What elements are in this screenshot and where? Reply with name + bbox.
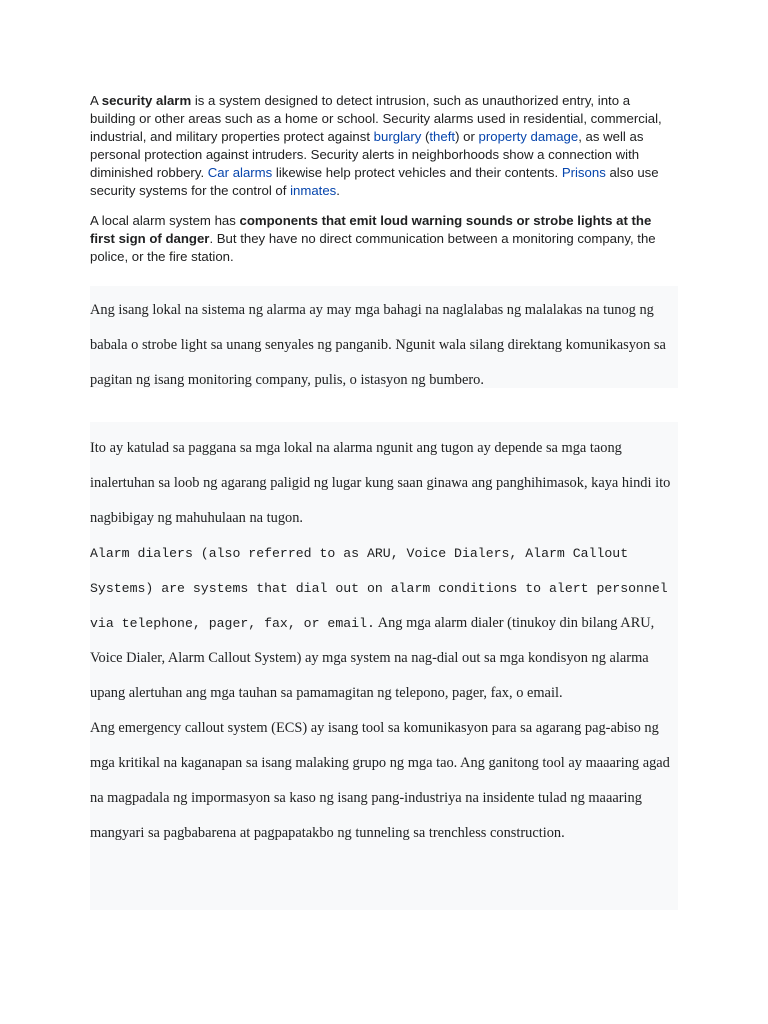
translation-paragraph-local-alarm: Ang isang lokal na sistema ng alarma ay may mga bahagi na naglalabas ng malalakas na tunog ng babala o strobe light sa unang senyales ng panganib. Ngunit wala silang direktang komunikasyon sa pagitan ng isang monitoring company, pulis, o istasyon ng bumbero. [90, 302, 666, 388]
property-damage-link[interactable]: property damage [478, 129, 579, 144]
translation-block-1 [90, 286, 678, 388]
theft-link[interactable]: theft [429, 129, 456, 144]
intro-text: ( [421, 129, 430, 144]
intro-text: likewise help protect vehicles and their contents. [272, 165, 562, 180]
intro-text: also use security systems for the control of [90, 165, 659, 198]
translation-paragraph-response: Ito ay katulad sa paggana sa mga lokal na alarma ngunit ang tugon ay depende sa mga taong inalertuhan sa loob ng agarang paligid ng lugar kung saan ginawa ang panghihimasok, kaya hindi ito nagbibigay ng mahuhulaan na tugon. [90, 440, 671, 526]
emergency-callout-paragraph: Ang emergency callout system (ECS) ay isang tool sa komunikasyon para sa agarang pag-abiso ng mga kritikal na kaganapan sa isang malaking grupo ng mga tao. Ang ganitong tool ay maaaring agad na magpadala ng impormasyon sa kaso ng isang pang-industriya na insidente tulad ng maaaring mangyari sa pagbabarena at pagpapatakbo ng tunneling sa trenchless construction. [90, 720, 670, 841]
local-alarm-text-start: A local alarm system has [90, 213, 240, 228]
inmates-link[interactable]: inmates [290, 183, 337, 198]
prisons-link[interactable]: Prisons [561, 165, 606, 180]
intro-text-start: A [90, 93, 102, 108]
intro-text-end: . [336, 183, 340, 198]
security-alarm-term: security alarm [101, 93, 192, 108]
intro-text: is a system designed to detect intrusion, such as unauthorized entry, into a building or other areas such as a home or school. Security alarms used in residential, commercial, industrial, and military properties protect against [90, 93, 662, 144]
alarm-dialers-paragraph [90, 536, 678, 711]
car-alarms-link[interactable]: Car alarms [207, 165, 273, 180]
intro-text: , as well as personal protection against intruders. Security alerts in neighborhoods show a connection with diminished robbery. [90, 129, 644, 180]
intro-text: ) or [455, 129, 479, 144]
local-alarm-text-end: . But they have no direct communication between a monitoring company, the police, or the fire station. [90, 231, 656, 264]
intro-paragraph [90, 92, 670, 200]
alarm-dialers-translation: Ang mga alarm dialer (tinukoy din bilang ARU, Voice Dialer, Alarm Callout System) ay mga system na nag-dial out sa mga kondisyon ng alarma upang alertuhan ang mga tauhan sa pamamagitan ng telepono, pager, fax, o email. [90, 615, 655, 701]
local-alarm-paragraph [90, 212, 670, 266]
translation-block-2 [90, 422, 678, 910]
alarm-dialers-english-text: Alarm dialers (also referred to as ARU, Voice Dialers, Alarm Callout Systems) are systems that dial out on alarm conditions to alert personnel via telephone, pager, fax, or email. [90, 546, 668, 631]
local-alarm-emphasis: components that emit loud warning sounds or strobe lights at the first sign of danger [90, 213, 652, 246]
burglary-link[interactable]: burglary [373, 129, 422, 144]
